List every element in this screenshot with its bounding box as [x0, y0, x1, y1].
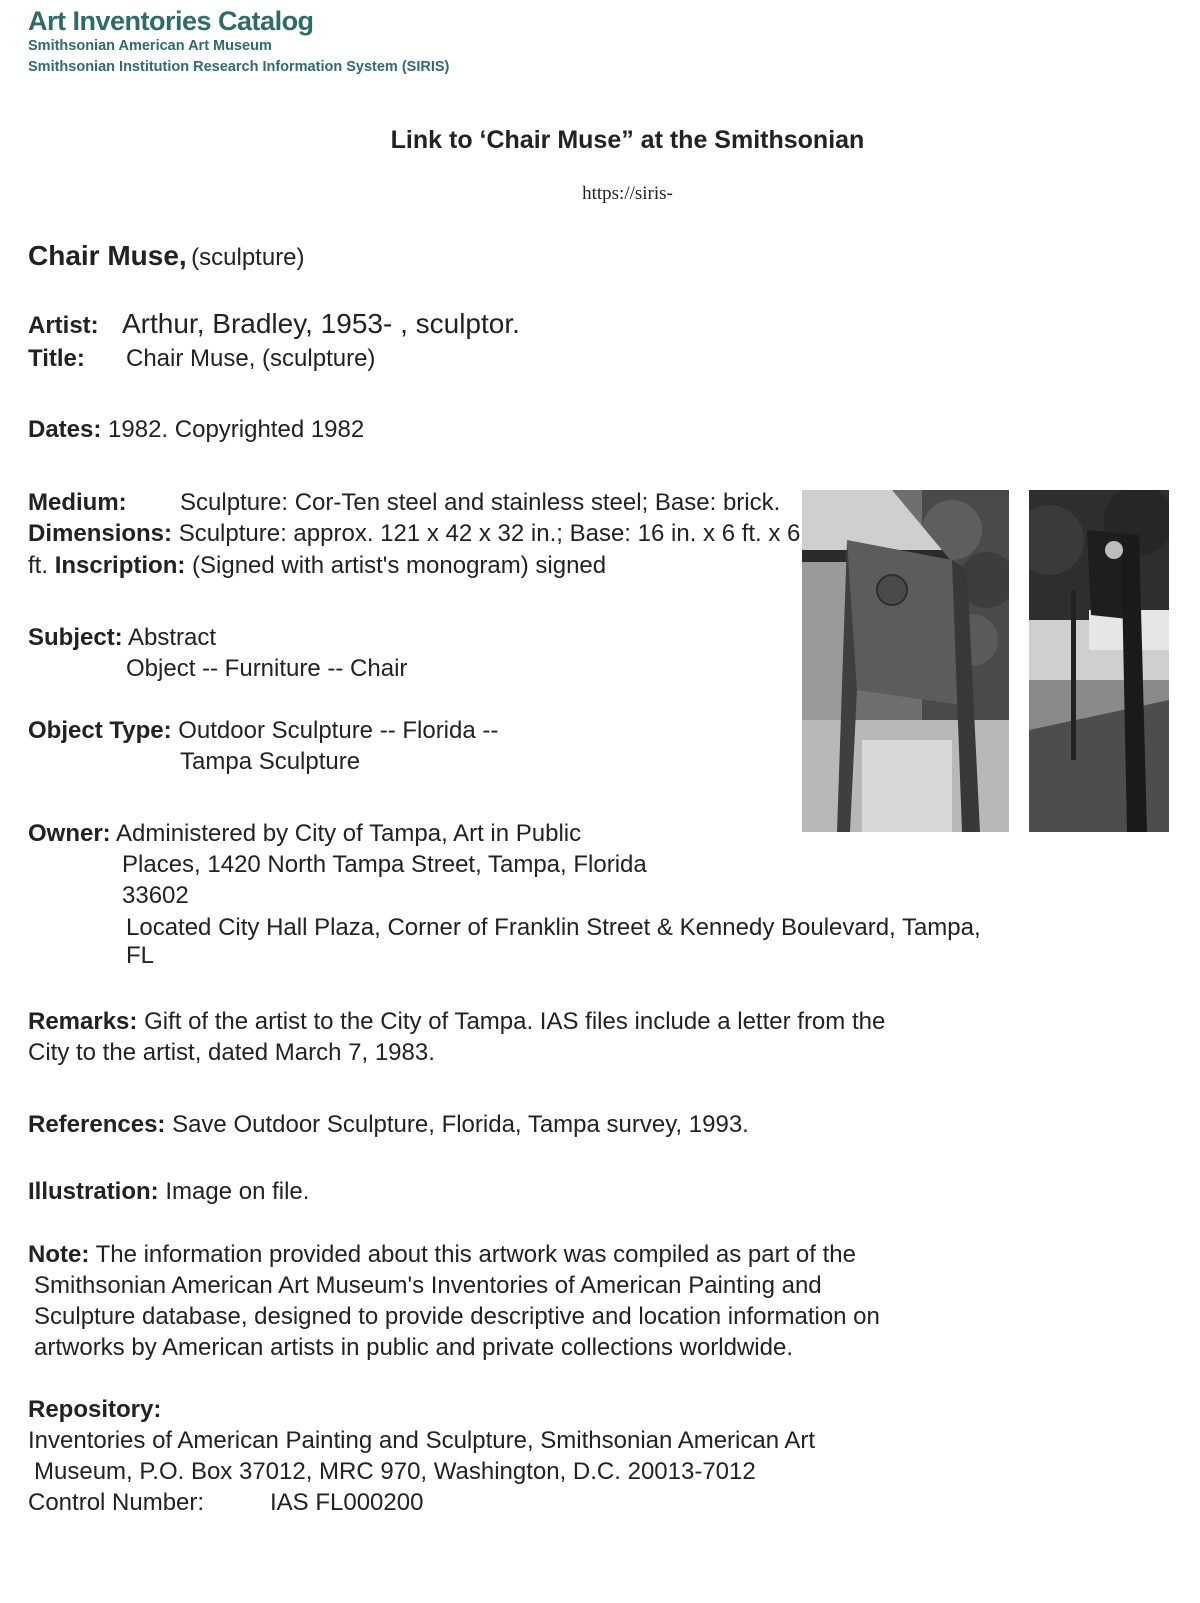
inscription-label: Inscription:	[54, 552, 186, 579]
catalog-title: Art Inventories Catalog	[28, 6, 314, 36]
dates-field	[28, 416, 364, 444]
object-type-field	[28, 717, 498, 745]
note-value-4: artworks by American artists in public and private collections worldwide.	[34, 1334, 793, 1361]
remarks-value: Gift of the artist to the City of Tampa. IAS files include a letter from the	[144, 1008, 886, 1035]
artwork-type: (sculpture)	[191, 244, 305, 271]
title-label: Title:	[28, 345, 85, 372]
owner-value-3: 33602	[122, 882, 189, 909]
object-type-value-2: Tampa Sculpture	[180, 748, 361, 775]
sculpture-photo-closeup	[802, 490, 1009, 832]
illustration-value: Image on file.	[165, 1178, 310, 1205]
repository-value-2: Museum, P.O. Box 37012, MRC 970, Washington, D.C. 20013-7012	[34, 1458, 756, 1485]
repository-label: Repository:	[28, 1396, 162, 1423]
remarks-label: Remarks:	[28, 1008, 138, 1035]
dimensions-value: Sculpture: approx. 121 x 42 x 32 in.; Base: 16 in. x 6 ft. x 6	[178, 520, 801, 547]
record-url[interactable]: https://siris-	[582, 183, 673, 204]
note-value-3: Sculpture database, designed to provide descriptive and location information on	[34, 1303, 880, 1330]
inscription-field	[28, 552, 606, 580]
references-field	[28, 1111, 749, 1139]
object-type-label: Object Type:	[28, 717, 172, 744]
note-value-2: Smithsonian American Art Museum's Inventories of American Painting and	[34, 1272, 822, 1299]
artist-label: Artist:	[28, 312, 99, 339]
illustration-label: Illustration:	[28, 1178, 159, 1205]
owner-value: Administered by City of Tampa, Art in Public	[116, 820, 582, 847]
note-field	[28, 1241, 856, 1269]
link-heading: Link to ‘Chair Muse” at the Smithsonian	[390, 126, 865, 154]
medium-value: Sculpture: Cor-Ten steel and stainless steel; Base: brick.	[180, 489, 781, 516]
control-number-label: Control Number:	[28, 1489, 205, 1516]
inscription-value: (Signed with artist's monogram) signed	[192, 552, 607, 579]
dimensions-label: Dimensions:	[28, 520, 173, 547]
illustration-field	[28, 1178, 309, 1206]
title-value: Chair Muse, (sculpture)	[126, 345, 376, 372]
owner-label: Owner:	[28, 820, 111, 847]
dates-value: 1982. Copyrighted 1982	[108, 416, 365, 443]
control-number-value: IAS FL000200	[270, 1489, 424, 1516]
owner-location: Located City Hall Plaza, Corner of Franklin Street & Kennedy Boulevard, Tampa,	[126, 914, 981, 941]
subject-value: Abstract	[128, 624, 217, 651]
owner-location-2: FL	[126, 942, 155, 969]
repository-value: Inventories of American Painting and Sculpture, Smithsonian American Art	[28, 1427, 816, 1454]
owner-value-2: Places, 1420 North Tampa Street, Tampa, Florida	[122, 851, 647, 878]
remarks-field	[28, 1008, 885, 1036]
references-label: References:	[28, 1111, 166, 1138]
sculpture-photo-plaza	[1029, 490, 1169, 832]
owner-field	[28, 820, 581, 848]
subject-field	[28, 624, 216, 652]
record-heading	[28, 240, 305, 272]
subject-value-2: Object -- Furniture -- Chair	[126, 655, 408, 682]
references-value: Save Outdoor Sculpture, Florida, Tampa survey, 1993.	[172, 1111, 749, 1138]
dimensions-value-cont: ft.	[28, 552, 49, 579]
artwork-name: Chair Muse,	[28, 240, 187, 271]
note-value: The information provided about this artwork was compiled as part of the	[95, 1241, 856, 1268]
note-label: Note:	[28, 1241, 90, 1268]
museum-name: Smithsonian American Art Museum	[28, 38, 272, 54]
system-name: Smithsonian Institution Research Information System (SIRIS)	[28, 59, 450, 75]
artist-value: Arthur, Bradley, 1953- , sculptor.	[122, 308, 520, 339]
remarks-value-2: City to the artist, dated March 7, 1983.	[28, 1039, 435, 1066]
medium-label: Medium:	[28, 489, 127, 516]
dimensions-field	[28, 520, 800, 548]
dates-label: Dates:	[28, 416, 102, 443]
object-type-value: Outdoor Sculpture -- Florida --	[178, 717, 499, 744]
subject-label: Subject:	[28, 624, 123, 651]
